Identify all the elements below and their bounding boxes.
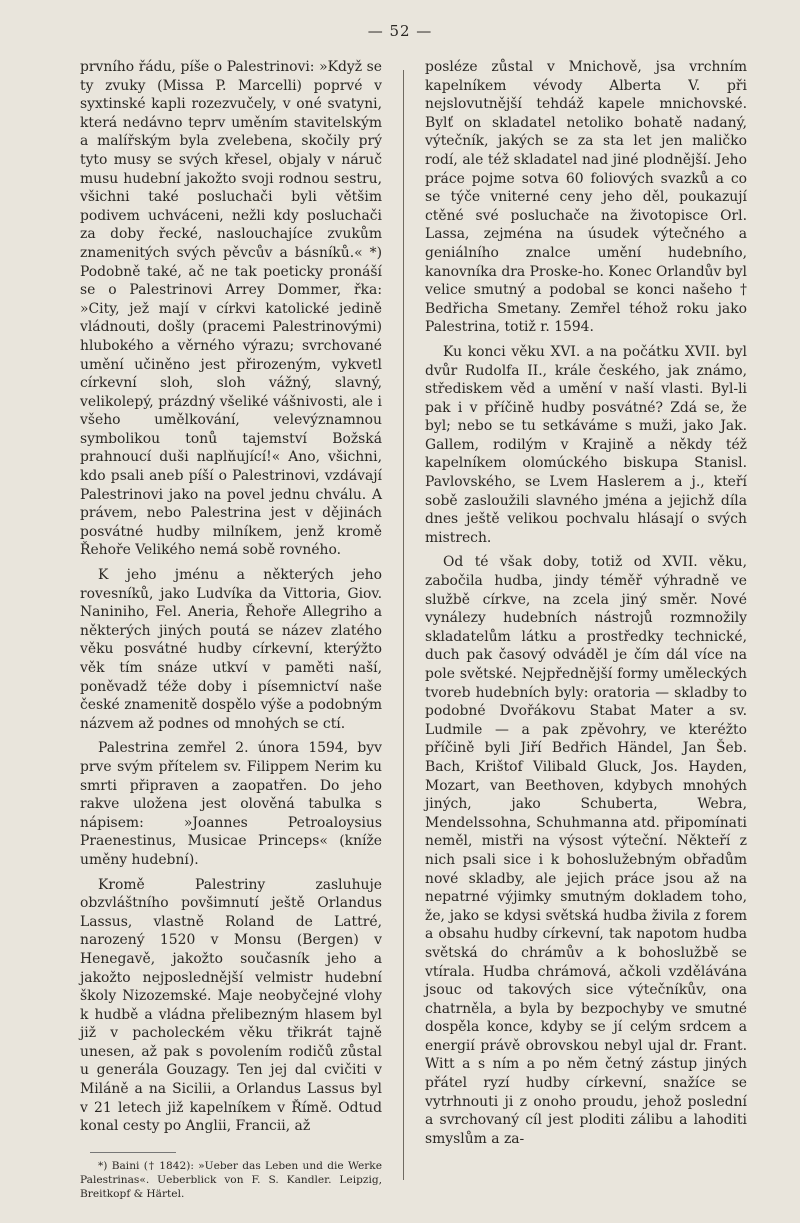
right-column — [425, 58, 747, 1148]
left-paragraph-1: prvního řádu, píše o Palestrinovi: »Když se ty zvuky (Missa P. Marcelli) poprvé v syxtinské kapli rozezvučely, v oné svatyni, která nedávno teprv uměním stavitelským a malířským byla zvelebena, skočily prý tyto musy se svých křesel, objaly v náruč musu hudební jakožto svoji rodnou sestru, všichni také posluchači byli většim podivem uchváceni, nežli kdy posluchači za doby řecké, naslouchajíce zvukům znamenitých svých pěvcův a básníků.« *) Podobně také, ač ne tak poeticky pronáší se o Palestrinovi Arrey Dommer, řka: »City, jež mají v církvi katolické jedině vládnouti, došly (pracemi Palestrinovými) hlubokého a věrného výrazu; svrchované umění učiněno jest přirozeným, vykvetl církevní sloh, sloh vážný, slavný, velikolepý, prázdný všeliké vášnivosti, ale i všeho umělkování, velevýznamnou symbolikou tonů tajemství Božská prahnoucí duši naplňující!« Ano, všichni, kdo psali aneb píší o Palestrinovi, vzdávají Palestrinovi jako na povel jednu chválu. A právem, nebo Palestrina jest v dějinách posvátné hudby milníkem, jenž kromě Řehoře Velikého nemá sobě rovného. — [80, 59, 382, 559]
right-paragraph-1: posléze zůstal v Mnichově, jsa vrchním kapelníkem vévody Alberta V. při nejslovutnější tehdáž kapele mnichovské. Bylť on skladatel netoliko bohatě nadaný, výtečník, jakých se za sta let jen maličko rodí, ale též skladatel nad jiné plodnější. Jeho práce pojme sotva 60 foliových svazků a co se týče vniterné ceny jeho děl, poukazují ctěné své posluchače na životopisce Orl. Lassa, zejména na úsudek výtečného a geniálního znalce umění hudebního, kanovníka dra Proske-ho. Konec Orlandův byl velice smutný a podobal se konci našeho † Bedřicha Smetany. Zemřel téhož roku jako Palestrina, totiž r. 1594. — [425, 59, 748, 336]
column-divider — [403, 70, 404, 1180]
left-paragraph-2: K jeho jménu a některých jeho rovesníků, jako Ludvíka da Vittoria, Giov. Naniniho, Fel. Aneria, Řehoře Allegriho a některých jiných poutá se název zlatého věku posvátné hudby církevní, kterýžto věk tím snáze utkví v paměti naší, poněvadž téže doby i písemnictví naše české znamenitě dospělo výše a podobným názvem až podnes od mnohých se ctí. — [80, 567, 382, 732]
footnote-divider — [90, 1152, 176, 1153]
right-paragraph-2: Ku konci věku XVI. a na počátku XVII. byl dvůr Rudolfa II., krále českého, jak známo, střediskem věd a umění v naší vlasti. Byl-li pak i v příčině hudby posvátné? Zdá se, že byl; nebo se tu setkáváme s muži, jako Jak. Gallem, rodilým v Krajině a někdy též kapelníkem olomúckého biskupa Stanisl. Pavlovského, se Lvem Haslerem a j., kteří sobě zasloužili slavného jména a jejichž díla dnes ještě velikou pochvalu hlásají o svých mistrech. — [425, 343, 747, 546]
right-paragraph-3: Od té však doby, totiž od XVII. věku, zabočila hudba, jindy téměř výhradně ve službě církve, na zcela jiný směr. Nové vynálezy hudebních nástrojů rozmnožily skladatelům látku a prostředky technické, duch pak časový odváděl je čím dál více na pole světské. Nejpřednější formy uměleckých tvoreb hudebních byly: oratoria — skladby to podobné Dvořákovu Stabat Mater a sv. Ludmile — a pak zpěvohry, ve kteréžto příčině byli Jiří Bedřich Händel, Jan Šeb. Bach, Krištof Vilibald Gluck, Jos. Hayden, Mozart, van Beethoven, kdybych mnohých jiných, jako Schuberta, Webra, Mendelssohna, Schuhmanna atd. připomínati neměl, mistři na výsost výteční. Někteří z nich psali sice i k bohoslužebným obřadům nové skladby, ale jejich práce jsou až na nepatrné výjimky smutným dokladem toho, že, jako se kdysi světská hudba živila z forem a obsahu hudby církevní, tak napotom hudba světská do chrámův a k bohoslužbě se vtírala. Hudba chrámová, ačkoli vzdělávána jsouc od takových sice výtečníkův, ona chatrněla, a byla by bezpochyby ve smutné dospěla konce, kdyby se jí celým srdcem a energií právě obrovskou nebyl ujal dr. Frant. Witt a s ním a po něm četný zástup jiných přátel ryzí hudby církevní, snažíce se vytrhnouti ji z onoho proudu, jehož poslední a svrchovaný cíl jest ploditi zálibu a lahoditi smyslům a za- — [425, 554, 747, 1147]
page-number: — 52 — — [367, 22, 433, 40]
left-column — [80, 58, 382, 1201]
left-paragraph-3: Palestrina zemřel 2. února 1594, byv prve svým přítelem sv. Filippem Nerim ku smrti připraven a zaopatřen. Do jeho rakve uložena jest olověná tabulka s nápisem: »Joannes Petroaloysius Praenestinus, Musicae Princeps« (kníže uměny hudební). — [80, 740, 382, 868]
left-paragraph-4: Kromě Palestriny zasluhuje obzvláštního povšimnutí ještě Orlandus Lassus, vlastně Roland de Lattré, narozený 1520 v Monsu (Bergen) v Henegavě, jakožto současník jeho a jakožto nejposlednější velmistr hudební školy Nizozemské. Maje neobyčejné vlohy k hudbě a vládna přelibezným hlasem byl již v pacholeckém věku třikrát tajně unesen, až pak s povolením rodičů zůstal u generála Gouzagy. Ten jej dal cvičiti v Miláně a na Sicilii, a Orlandus Lassus byl v 21 letech již kapelníkem v Římě. Odtud konal cesty po Anglii, Francii, až — [80, 876, 382, 1135]
footnote: *) Baini († 1842): »Ueber das Leben und die Werke Palestrinas«. Ueberblick von F. S. Kandler. Leipzig, Breitkopf & Härtel. — [80, 1159, 382, 1200]
